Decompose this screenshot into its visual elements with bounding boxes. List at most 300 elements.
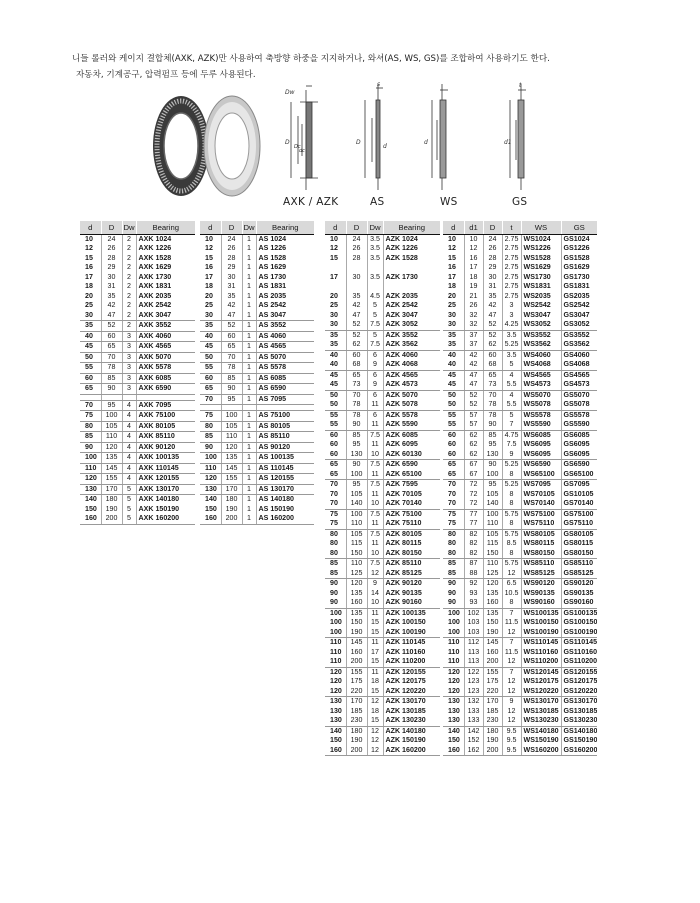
table-cell: 2 [122,263,136,273]
table-row [325,440,440,450]
table-cell: 130 [330,706,342,715]
table-cell: GS70140 [561,499,597,509]
table-cell [325,282,346,292]
table-cell: 1 [242,463,256,474]
table-row [80,301,195,311]
table-cell: 30 [330,310,338,319]
table-cell: 85 [325,569,346,579]
table-cell: 110 [101,432,122,443]
table-row [80,442,195,453]
table-row [443,677,597,687]
table-cell: 17 [205,272,213,281]
table-row [443,330,597,340]
header-row [80,221,195,234]
table-row [200,421,314,432]
table-cell: AZK 2542 [383,301,440,311]
table-cell: 82 [464,539,483,549]
table-cell: 1 [242,421,256,432]
column-header: Bearing [136,221,195,234]
table-cell: 90 [483,460,502,470]
table-cell: 77 [464,519,483,529]
table-row [80,244,195,254]
table-cell: WS85110 [521,559,561,569]
table-cell: WS75100 [521,509,561,519]
table-cell: 145 [483,638,502,648]
table-row [443,687,597,697]
table-cell: AS 7095 [256,394,314,405]
table-cell: 52 [483,320,502,330]
table-cell [367,263,383,273]
table-cell: 1 [242,234,256,244]
table-row [200,263,314,273]
table-row [80,474,195,485]
table-row [200,321,314,332]
table-cell: 10.5 [502,589,521,599]
table-cell: 5 [122,514,136,524]
table-cell: WS70140 [521,499,561,509]
table-cell: 17 [464,263,483,273]
table-cell: 90 [443,598,464,608]
table-cell: 70 [101,352,122,363]
table-cell: AXK 3047 [136,311,195,321]
table-cell: WS80150 [521,549,561,559]
table-row [80,384,195,395]
table-cell: WS1831 [521,282,561,292]
table-cell: WS160200 [521,746,561,756]
table-cell: 12 [330,244,338,252]
table-row [80,342,195,353]
table-cell: 5 [502,410,521,420]
table-cell: AXK 4565 [136,342,195,353]
table-cell: 2 [122,301,136,311]
table-cell: 31 [101,282,122,292]
table-cell: WS6590 [521,460,561,470]
table-cell: 75 [448,509,456,518]
table-cell: 19 [464,282,483,292]
table-cell: 31 [221,282,242,292]
table-row [443,736,597,746]
table-cell: AZK 65100 [383,470,440,480]
table-cell: 9.5 [502,736,521,746]
table-cell: AZK 140180 [383,726,440,736]
table-cell: 10 [205,234,213,243]
table-cell: WS5590 [521,420,561,430]
table-cell: 115 [346,539,367,549]
table-cell: WS3562 [521,340,561,350]
table-cell: 55 [330,410,338,419]
table-cell: 12 [502,657,521,667]
table-cell: AZK 160200 [383,746,440,756]
table-cell: 11 [367,667,383,677]
table-cell: 2 [122,292,136,302]
table-cell: AS 75100 [256,411,314,422]
table-cell: GS100150 [561,618,597,628]
table-cell: 190 [101,505,122,515]
table-cell: 20 [330,291,338,300]
table-cell: AS 1831 [256,282,314,292]
table-cell: 93 [464,598,483,608]
table-cell: WS100150 [521,618,561,628]
table-row [200,453,314,464]
table-cell: 1 [242,453,256,464]
table-cell: AZK 150190 [383,736,440,746]
table-cell: 67 [464,470,483,480]
table-cell: 55 [200,363,221,374]
column-header: d1 [464,221,483,234]
table-cell: 30 [448,310,456,319]
header-row [443,221,597,234]
table-cell: WS70105 [521,490,561,500]
table-cell: 75 [200,411,221,422]
table-cell: 135 [483,608,502,618]
table-cell: AS 4565 [256,342,314,353]
table-cell: 7 [502,667,521,677]
table-cell: 6 [367,370,383,380]
table-row [325,638,440,648]
table-row [80,273,195,283]
table-cell: 90 [221,384,242,395]
table-cell: 40 [200,331,221,342]
table-cell: WS120145 [521,667,561,677]
table-cell: 130 [200,484,221,495]
table-cell: AZK 4060 [383,350,440,360]
table-cell: AZK 130230 [383,716,440,726]
table-row [325,234,440,244]
table-cell: AXK 130170 [136,484,195,495]
table-cell: WS90160 [521,598,561,608]
table-row [80,400,195,411]
axk-section-drawing [291,86,318,190]
header-row [325,221,440,234]
table-cell: 60 [483,350,502,360]
table-cell: 180 [101,495,122,505]
table-cell: 5.25 [502,460,521,470]
table-cell: 9 [367,360,383,370]
table-cell: AZK 80105 [383,529,440,539]
table-cell: 103 [464,628,483,638]
table-cell: GS4060 [561,350,597,360]
table-cell: GS6590 [561,460,597,470]
table-cell: 42 [464,360,483,370]
table-cell: 100 [483,470,502,480]
table-cell: WS130170 [521,697,561,707]
table-row [325,667,440,677]
table-cell: AS 150190 [256,505,314,515]
table-cell: AXK 1226 [136,244,195,254]
table-cell: AXK 5070 [136,352,195,363]
table-cell: AXK 3552 [136,321,195,332]
table-cell: 155 [483,667,502,677]
table-cell: 190 [346,736,367,746]
table-cell: WS110200 [521,657,561,667]
table-cell: 100 [330,618,342,626]
ws-section-drawing [432,84,448,190]
table-cell: 1 [242,474,256,485]
table-cell: 110 [483,559,502,569]
table-row [200,495,314,505]
table-cell: 30 [325,320,346,330]
table-cell: WS120220 [521,687,561,697]
table-cell: 11 [367,519,383,529]
table-cell: 135 [346,589,367,599]
caption-gs: GS [512,196,528,208]
table-cell: 5 [502,360,521,370]
table-cell: 100 [330,608,342,617]
table-cell: 12 [367,736,383,746]
table-cell: 120 [325,687,346,697]
table-cell: AS 6590 [256,384,314,395]
table-cell: 45 [448,370,456,379]
table-row [325,677,440,687]
table-cell: 88 [464,569,483,579]
table-row [325,707,440,717]
table-cell: 5 [122,505,136,515]
table-cell: 145 [346,638,367,648]
table-cell: 85 [448,559,456,567]
table-cell: 4 [502,390,521,400]
table-cell: AZK 6085 [383,430,440,440]
table-cell: 29 [101,263,122,273]
table-cell: 45 [325,380,346,390]
table-cell: 9.5 [502,746,521,756]
table-row [200,273,314,283]
table-row [325,380,440,390]
table-cell: WS150190 [521,736,561,746]
table-row [443,234,597,244]
table-cell: WS3552 [521,330,561,340]
table-cell: 90 [483,420,502,430]
table-cell: 60 [200,373,221,384]
intro-line-1: 니들 롤러와 케이지 결합체(AXK, AZK)만 사용하여 축방향 하중을 지지하거나, 와셔(AS, WS, GS)를 조합하여 사용하기도 한다. [72,54,550,64]
table-cell: 3.5 [367,234,383,244]
table-row [80,432,195,443]
table-cell: AZK 1730 [383,273,440,283]
table-row [325,559,440,569]
table-cell: WS100190 [521,628,561,638]
table-row [325,598,440,608]
table-row [325,450,440,460]
table-cell: 110 [346,519,367,529]
table-cell: 113 [464,648,483,658]
table-cell: AZK 1024 [383,234,440,244]
table-cell: 100 [221,411,242,422]
table-cell: 90 [346,420,367,430]
table-cell: AZK 6590 [383,460,440,470]
table-cell: AZK 85110 [383,559,440,569]
table-row [80,453,195,464]
table-cell: 40 [80,331,101,342]
table-cell: 11 [367,638,383,648]
table-cell: 35 [483,292,502,302]
table-cell: 95 [221,394,242,405]
table-cell: 18 [464,273,483,283]
table-cell: 26 [101,244,122,254]
table-cell: 85 [221,373,242,384]
column-header: Dw [367,221,383,234]
table-cell: 1 [242,411,256,422]
table-cell: GS80115 [561,539,597,549]
table-row [443,410,597,420]
table-cell: AZK 75100 [383,509,440,519]
table-cell: 160 [200,514,221,524]
table-row [443,499,597,509]
table-cell: 85 [443,569,464,579]
table-cell: 15 [85,253,93,262]
table-cell: 110 [483,519,502,529]
table-row [200,282,314,292]
table-cell: AXK 1024 [136,234,195,244]
table-cell: 185 [346,707,367,717]
table-cell: 12 [367,697,383,707]
table-cell: AS 5070 [256,352,314,363]
table-cell: GS3047 [561,311,597,321]
table-cell: AS 130170 [256,484,314,495]
table-cell: 6.5 [502,579,521,589]
table-cell: 9 [502,450,521,460]
table-cell: 30 [200,311,221,321]
table-cell: WS2542 [521,301,561,311]
table-cell: 7.5 [367,340,383,350]
table-cell: 7.5 [367,529,383,539]
table-cell: AZK 3562 [383,340,440,350]
table-cell: GS90160 [561,598,597,608]
table-cell: AS 1528 [256,254,314,264]
table-cell: 140 [483,499,502,509]
table-cell: 65 [443,470,464,480]
table-cell: 52 [464,400,483,410]
table-cell: 52 [346,320,367,330]
table-cell: 200 [221,514,242,524]
column-header: D [483,221,502,234]
table-cell: 90 [325,598,346,608]
table-row [325,340,440,350]
table-cell: 7.5 [367,559,383,569]
table-cell: 10 [330,234,338,243]
table-cell: GS80150 [561,549,597,559]
table-cell: AXK 1831 [136,282,195,292]
table-cell: GS85125 [561,569,597,579]
table-cell: 5.75 [502,509,521,519]
table-cell: 60 [346,350,367,360]
table-row [443,618,597,628]
table-cell: 52 [346,330,367,340]
table-cell: 120 [346,579,367,589]
table-cell: 150 [483,549,502,559]
table-row [200,463,314,474]
table-row [200,342,314,353]
table-cell: 105 [483,490,502,500]
table-cell: 155 [101,474,122,485]
table-cell: AZK 5578 [383,410,440,420]
table-cell: 11.5 [502,648,521,658]
table-row [200,411,314,422]
table-cell: GS10105 [561,490,597,500]
table-cell: 12 [205,244,213,252]
caption-as: AS [370,196,385,208]
table-cell: 12 [502,677,521,687]
table-cell: GS5590 [561,420,597,430]
table-cell: 4 [122,453,136,464]
table-cell: 123 [464,687,483,697]
table-cell: 28 [483,254,502,264]
table-cell: 120 [448,667,460,676]
table-cell: WS5078 [521,400,561,410]
table-cell: 16 [205,263,213,271]
table-cell: 65 [200,384,221,395]
table-cell: 47 [464,380,483,390]
table-cell: GS6095 [561,440,597,450]
table-cell: WS3052 [521,320,561,330]
table-cell: 1 [242,384,256,395]
table-cell: 5 [122,484,136,495]
table-cell: 160 [483,598,502,608]
table-cell: 60 [443,450,464,460]
table-row [325,509,440,519]
table-cell: 16 [85,263,93,271]
table-row [443,628,597,638]
table-cell: AXK 6085 [136,373,195,384]
table-cell: 37 [464,330,483,340]
table-row [200,254,314,264]
table-row [443,263,597,273]
table-cell: 5.75 [502,559,521,569]
table-row [200,394,314,405]
table-cell: 6 [367,410,383,420]
column-header: D [101,221,122,234]
table-cell: 220 [483,687,502,697]
table-cell: 170 [483,697,502,707]
table-cell: GS100135 [561,608,597,618]
table-cell: GS110200 [561,657,597,667]
table-cell: AS 3552 [256,321,314,332]
table-row [443,360,597,370]
table-cell: 145 [101,463,122,474]
table-cell: GS4565 [561,370,597,380]
table-cell: WS1629 [521,263,561,273]
table-cell: WS110160 [521,648,561,658]
table-cell: 9 [367,579,383,589]
table-cell: 45 [443,380,464,390]
table-cell: WS5070 [521,390,561,400]
table-cell: WS140180 [521,726,561,736]
table-row [325,390,440,400]
table-cell: AXK 85110 [136,432,195,443]
table-cell: 3 [122,342,136,353]
table-cell: 17 [85,272,93,281]
table-cell: 45 [80,342,101,353]
table-cell: 2.75 [502,282,521,292]
column-header: Bearing [383,221,440,234]
table-cell: 123 [464,677,483,687]
table-cell: 10 [367,549,383,559]
table-cell: 4.5 [367,292,383,302]
table-cell: 12 [464,244,483,254]
table-cell: 78 [346,400,367,410]
table-cell: AZK 130185 [383,707,440,717]
table-cell: 10 [367,450,383,460]
table-cell: 6 [367,350,383,360]
table-cell: 3.5 [367,254,383,264]
table-row [200,484,314,495]
axk-table [80,221,195,525]
table-cell: 120 [200,474,221,485]
table-cell: AS 1629 [256,263,314,273]
table-cell: AZK 6095 [383,440,440,450]
table-cell: GS90120 [561,579,597,589]
table-cell: 130 [483,450,502,460]
table-cell: 95 [483,480,502,490]
table-cell: 113 [464,657,483,667]
